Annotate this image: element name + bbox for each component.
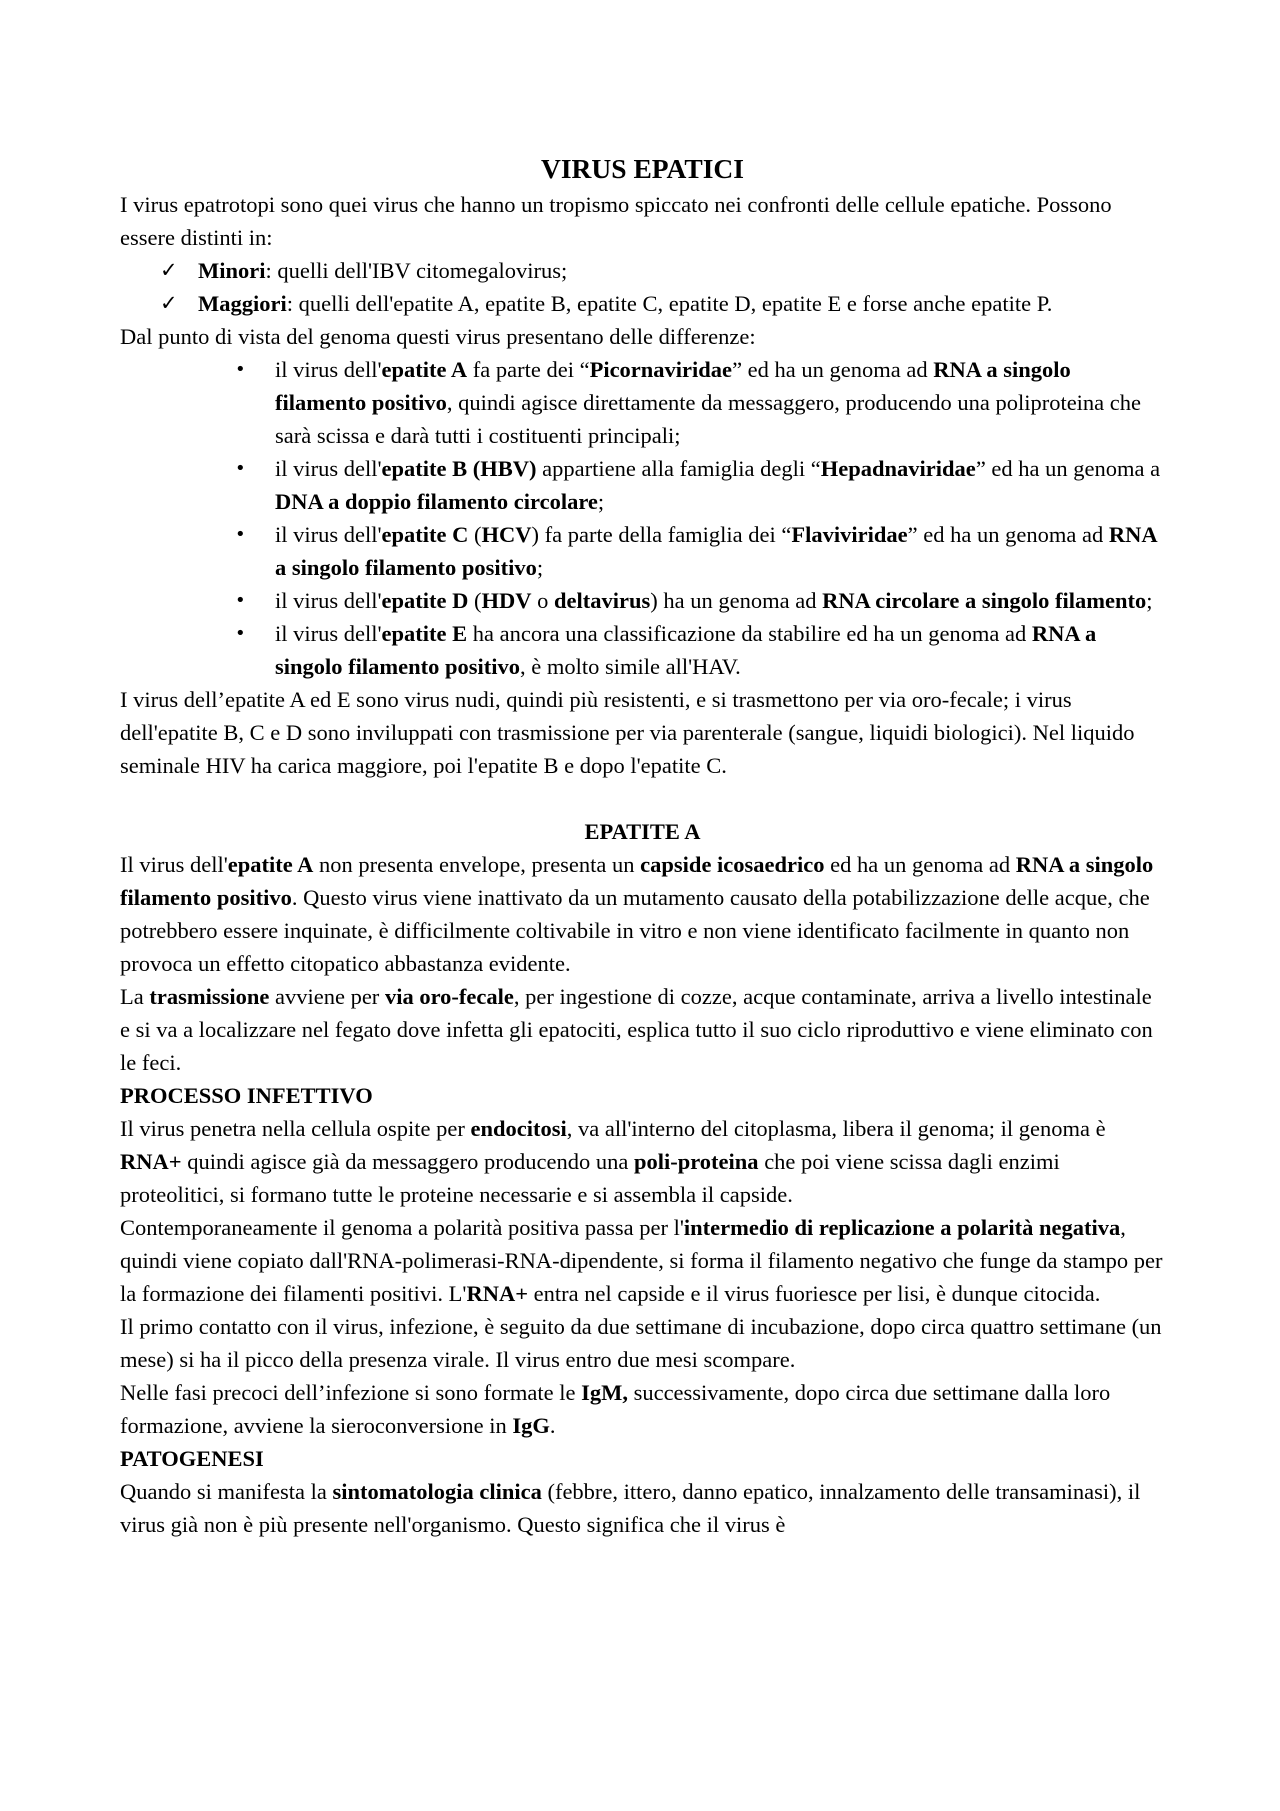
check-list	[120, 254, 1165, 320]
bullet-icon: •	[235, 623, 246, 644]
processo-paragraph-4: Nelle fasi precoci dell’infezione si sono formate le IgM, successivamente, dopo circa due settimane dalla loro formazione, avviene la sieroconversione in IgG.	[120, 1380, 1111, 1438]
check-mark-icon: ✓	[160, 258, 178, 282]
bullet-epatite-c: • il virus dell'epatite C (HCV) fa parte della famiglia dei “Flaviviridae” ed ha un genoma ad RNA a singolo filamento positivo;	[120, 518, 1165, 584]
check-item-minori: ✓ Minori: quelli dell'IBV citomegalovirus;	[120, 254, 1165, 287]
processo-paragraph-1: Il virus penetra nella cellula ospite per endocitosi, va all'interno del citoplasma, libera il genoma; il genoma è RNA+ quindi agisce già da messaggero producendo una poli-proteina che poi viene scissa dagli enzimi proteolitici, si formano tutte le proteine necessarie e si assembla il capside.	[120, 1116, 1106, 1207]
genome-bullet-list	[120, 353, 1165, 683]
patogenesi-paragraph-1: Quando si manifesta la sintomatologia clinica (febbre, ittero, danno epatico, innalzamento delle transaminasi), il virus già non è più presente nell'organismo. Questo significa che il virus è	[120, 1479, 1141, 1537]
check-mark-icon: ✓	[160, 291, 178, 315]
check-item-maggiori: ✓ Maggiori: quelli dell'epatite A, epatite B, epatite C, epatite D, epatite E e forse anche epatite P.	[120, 287, 1165, 320]
processo-paragraph-2: Contemporaneamente il genoma a polarità positiva passa per l'intermedio di replicazione a polarità negativa, quindi viene copiato dall'RNA-polimerasi-RNA-dipendente, si forma il filamento negativo che funge da stampo per la formazione dei filamenti positivi. L'RNA+ entra nel capside e il virus fuoriesce per lisi, è dunque citocida.	[120, 1215, 1163, 1306]
bullet-icon: •	[235, 590, 246, 611]
epatite-a-paragraph-1: Il virus dell'epatite A non presenta envelope, presenta un capside icosaedrico ed ha un genoma ad RNA a singolo filamento positivo. Questo virus viene inattivato da un mutamento causato della potabilizzazione delle acque, che potrebbero essere inquinate, è difficilmente coltivabile in vitro e non viene identificato facilmente in quanto non provoca un effetto citopatico abbastanza evidente.	[120, 852, 1154, 976]
bullet-icon: •	[235, 458, 246, 479]
section-title-epatite-a: EPATITE A	[584, 819, 701, 844]
bullet-epatite-a: • il virus dell'epatite A fa parte dei “Picornaviridae” ed ha un genoma ad RNA a singolo filamento positivo, quindi agisce direttamente da messaggero, producendo una poliproteina che sarà scissa e darà tutti i costituenti principali;	[120, 353, 1165, 452]
section-spacer	[120, 782, 1165, 815]
bullet-icon: •	[235, 524, 246, 545]
bullet-icon: •	[235, 359, 246, 380]
genome-intro: Dal punto di vista del genoma questi virus presentano delle differenze:	[120, 324, 756, 349]
bullet-epatite-b: • il virus dell'epatite B (HBV) appartiene alla famiglia degli “Hepadnaviridae” ed ha un genoma a DNA a doppio filamento circolare;	[120, 452, 1165, 518]
processo-paragraph-3: Il primo contatto con il virus, infezione, è seguito da due settimane di incubazione, dopo circa quattro settimane (un mese) si ha il picco della presenza virale. Il virus entro due mesi scompare.	[120, 1314, 1162, 1372]
heading-patogenesi: PATOGENESI	[120, 1446, 264, 1471]
bullet-epatite-e: • il virus dell'epatite E ha ancora una classificazione da stabilire ed ha un genoma ad RNA a singolo filamento positivo, è molto simile all'HAV.	[120, 617, 1165, 683]
page-title: VIRUS EPATICI	[541, 153, 744, 184]
intro-paragraph: I virus epatrotopi sono quei virus che hanno un tropismo spiccato nei confronti delle cellule epatiche. Possono essere distinti in:	[120, 192, 1112, 250]
transmission-paragraph: I virus dell’epatite A ed E sono virus nudi, quindi più resistenti, e si trasmettono per via oro-fecale; i virus dell'epatite B, C e D sono inviluppati con trasmissione per via parenterale (sangue, liquidi biologici). Nel liquido seminale HIV ha carica maggiore, poi l'epatite B e dopo l'epatite C.	[120, 687, 1135, 778]
heading-processo-infettivo: PROCESSO INFETTIVO	[120, 1083, 373, 1108]
document-content	[120, 150, 1165, 1541]
epatite-a-paragraph-2: La trasmissione avviene per via oro-fecale, per ingestione di cozze, acque contaminate, arriva a livello intestinale e si va a localizzare nel fegato dove infetta gli epatociti, esplica tutto il suo ciclo riproduttivo e viene eliminato con le feci.	[120, 984, 1153, 1075]
bullet-epatite-d: • il virus dell'epatite D (HDV o deltavirus) ha un genoma ad RNA circolare a singolo filamento;	[120, 584, 1165, 617]
